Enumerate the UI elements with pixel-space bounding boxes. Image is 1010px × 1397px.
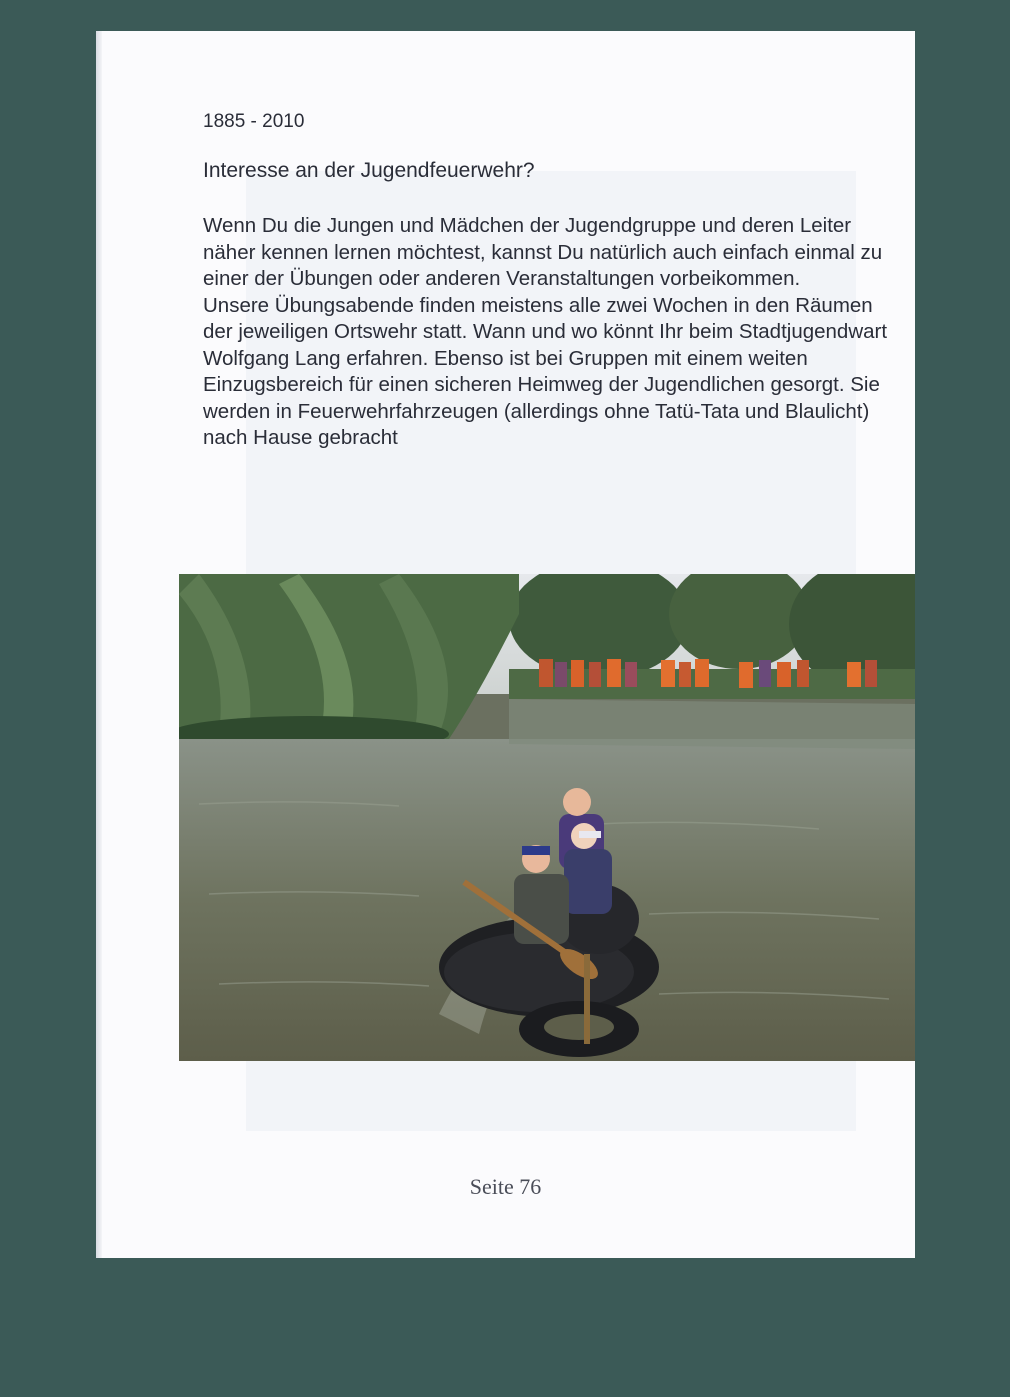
photo-rubber-boat-on-pond bbox=[179, 574, 915, 1061]
paragraph-intro: Wenn Du die Jungen und Mädchen der Jugendgruppe und deren Leiter näher kennen lernen möchtest, kannst Du natürlich auch einfach einmal zu einer der Übungen oder anderen Veranstaltungen vorbeikommen. bbox=[203, 214, 883, 290]
body-text bbox=[203, 213, 903, 452]
page-edge-shadow bbox=[96, 31, 102, 1258]
document-page bbox=[96, 31, 915, 1258]
paragraph-details: Unsere Übungsabende finden meistens alle zwei Wochen in den Räumen der jeweiligen Ortswehr statt. Wann und wo könnt Ihr beim Stadtjugendwart Wolfgang Lang erfahren. Ebenso ist bei Gruppen mit einem weiten Einzugsbereich für einen sicheren Heimweg der Jugendlichen gesorgt. Sie werden in Feuerwehrfahrzeugen (allerdings ohne Tatü-Tata und Blaulicht) nach Hause gebracht bbox=[203, 293, 888, 449]
header-year: 1885 - 2010 bbox=[203, 111, 305, 132]
page-number: Seite 76 bbox=[469, 1174, 542, 1199]
section-heading: Interesse an der Jugendfeuerwehr? bbox=[203, 159, 535, 182]
